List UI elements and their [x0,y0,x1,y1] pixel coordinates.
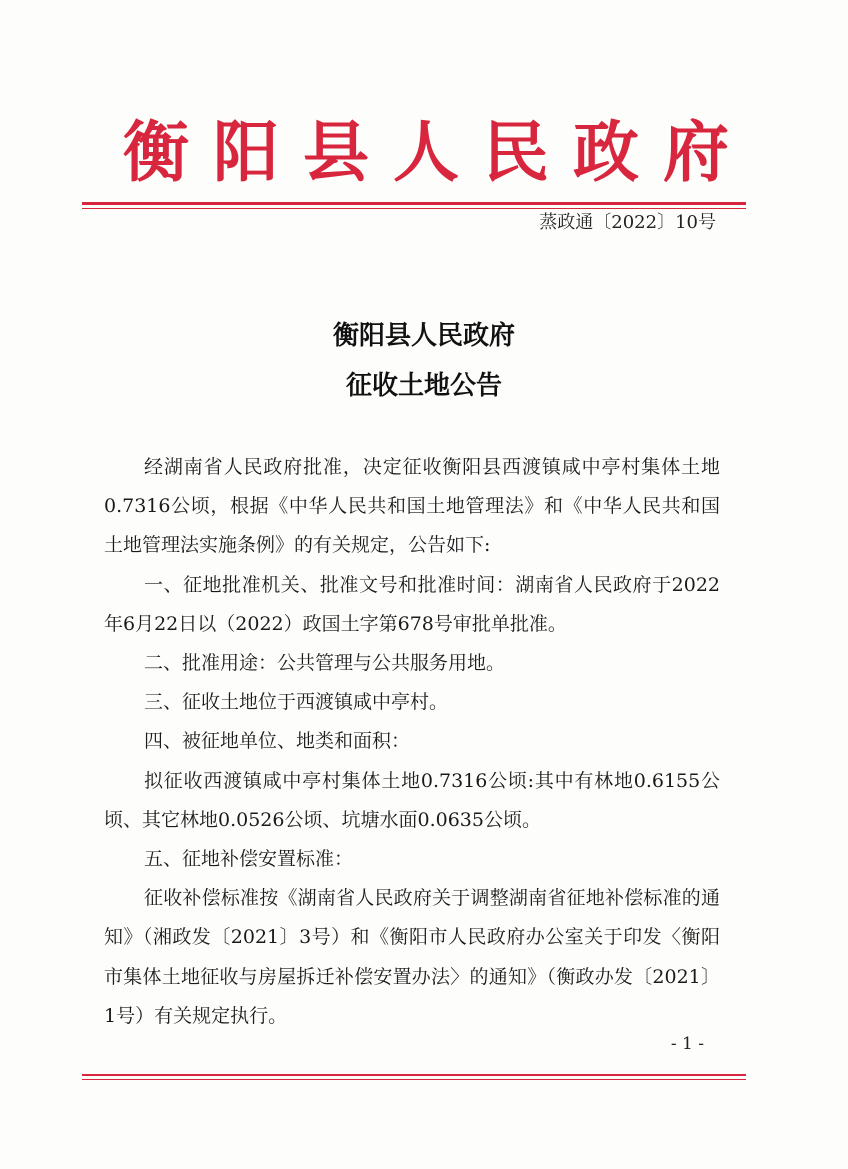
paragraph-land-detail: 拟征收西渡镇咸中亭村集体土地0.7316公顷:其中有林地0.6155公顷、其它林地0.0526公顷、坑塘水面0.0635公顷。 [104,769,720,831]
notice-title-line1: 衡阳县人民政府 [332,321,515,351]
paragraph-land-heading: 四、被征地单位、地类和面积： [144,730,411,753]
masthead-title: 衡阳县人民政府 [123,113,753,191]
header-red-rule [82,202,746,205]
paragraph-location: 三、征收土地位于西渡镇咸中亭村。 [144,691,449,714]
page-number: - 1 - [670,1034,704,1054]
header-red-rule-thin [82,208,746,209]
notice-title-line2: 征收土地公告 [345,371,502,401]
footer-red-rule-thin [82,1079,746,1080]
paragraph-intro: 经湖南省人民政府批准，决定征收衡阳县西渡镇咸中亭村集体土地0.7316公顷，根据《中华人民共和国土地管理法》和《中华人民共和国土地管理法实施条例》的有关规定，公告如下: [104,456,720,557]
footer-red-rule [82,1074,746,1076]
paragraph-approval: 一、征地批准机关、批准文号和批准时间：湖南省人民政府于2022年6月22日以（2022）政国土字第678号审批单批准。 [104,573,720,635]
notice-body [104,448,720,1036]
paragraph-compensation-heading: 五、征地补偿安置标准： [144,848,354,871]
paragraph-purpose: 二、批准用途：公共管理与公共服务用地。 [144,652,506,675]
paragraph-compensation-detail: 征收补偿标准按《湖南省人民政府关于调整湖南省征地补偿标准的通知》（湘政发〔2021〕3号）和《衡阳市人民政府办公室关于印发〈衡阳市集体土地征收与房屋拆迁补偿安置办法〉的通知》（衡政办发〔2021〕1号）有关规定执行。 [104,887,720,1027]
document-number: 蒸政通〔2022〕10号 [539,212,716,233]
